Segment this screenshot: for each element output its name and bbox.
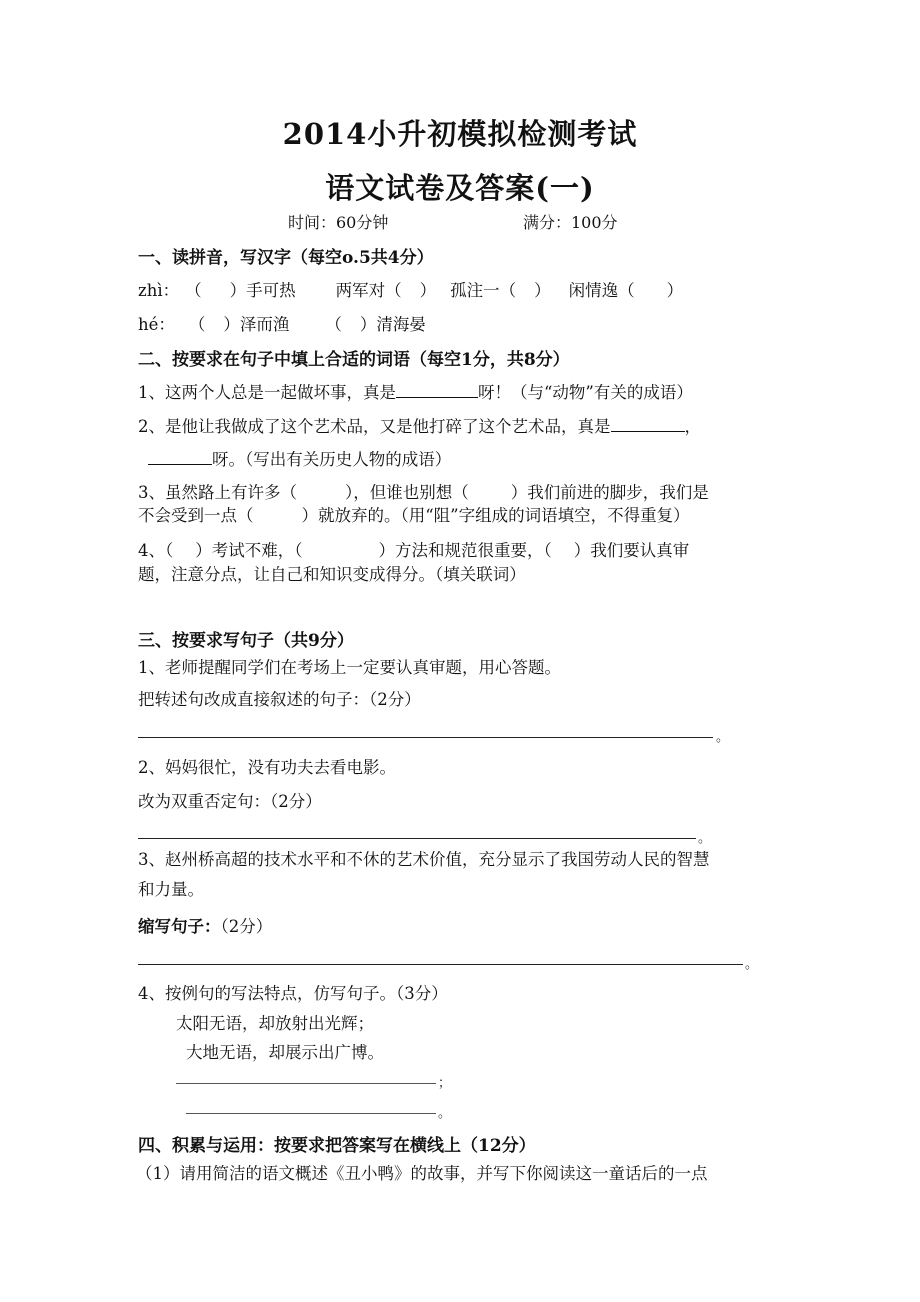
bracket-open: （	[185, 281, 202, 300]
exam-page: 2014小升初模拟检测考试 语文试卷及答案(一) 时间：60分钟 满分：100分 一、读拼音，写汉字（每空o.5共4分） zhì： （ ）手可热 两军对（ ） 孤注一（ ） 闲情逸（ ） hé： （ ）泽而渔 （ ）清海晏 二、按要求在句子中填上合适的词语（每空1分，共8分） 1、这两个人总是一起做坏事，真是 呀！（与“动物”有关的成语） 2、是他让我做成了这个艺术品，又是他打碎了这个艺术品，真是 ， 呀。（写出有关历史人物的成语） 3、虽然路上有许多（ ），但谁也别想（ ）我们前进的脚步，我们是 不会受到一点（ ）就放弃的。（用“阻”字组成的词语填空，不得重复） 4、（ ）考试不难，（ ）方法和规范很重要，（ ）我们要认真审 题，注意分点，让自己和知识变成得分。（填关联词） 三、按要求写句子（共9分） 1、老师提醒同学们在考场上一定要认真审题，用心答题。 把转述句改成直接叙述的句子：（2分） 。 2、妈妈很忙，没有功夫去看电影。 改为双重否定句：（2分） 。 3、赵州桥高超的技术水平和不休的艺术价值，充分显示了我国劳动人民的智慧 和力量。 缩写句子：（2分） 。 4、按例句的写法特点，仿写句子。（3分） 太阳无语，却放射出光辉； 大地无语，却展示出广博。 ； 。 四、积累与运用：按要求把答案写在横线上（12分） （1）请用简洁的语文概述《丑小鸭》的故事，并写下你阅读这一童话后的一点	[0, 0, 920, 1302]
word-item: 闲情逸（	[568, 281, 635, 300]
section3-q3-prompt: 缩写句子：（2分）	[138, 917, 273, 936]
section3-q3-text-line1: 3、赵州桥高超的技术水平和不休的艺术价值，充分显示了我国劳动人民的智慧	[138, 850, 710, 869]
answer-blank[interactable]	[148, 448, 212, 465]
answer-line[interactable]	[138, 737, 713, 738]
answer-line[interactable]	[138, 838, 696, 839]
section3-q1-prompt: 把转述句改成直接叙述的句子：（2分）	[138, 690, 421, 709]
bracket-close: ）	[666, 281, 684, 300]
section3-q2-text: 2、妈妈很忙，没有功夫去看电影。	[138, 758, 396, 777]
section2-q4-line1: 4、（ ）考试不难，（ ）方法和规范很重要，（ ）我们要认真审	[138, 541, 690, 560]
answer-line[interactable]	[176, 1083, 436, 1084]
word-item: ）泽而渔	[223, 315, 290, 334]
bracket-close: ）	[534, 281, 551, 300]
exam-full-score: 满分：100分	[523, 213, 618, 232]
exam-title: 2014小升初模拟检测考试	[282, 117, 638, 151]
section2-q1: 1、这两个人总是一起做坏事，真是 呀！（与“动物”有关的成语）	[138, 383, 693, 402]
section3-q1-text: 1、老师提醒同学们在考场上一定要认真审题，用心答题。	[138, 658, 561, 677]
bracket-open: （	[325, 315, 342, 334]
answer-blank[interactable]	[396, 381, 478, 398]
example-sentence-2: 大地无语，却展示出广博。	[186, 1043, 384, 1062]
section4-heading: 四、积累与运用：按要求把答案写在横线上（12分）	[138, 1136, 536, 1156]
section2-q2-line2: 呀。（写出有关历史人物的成语）	[148, 446, 451, 470]
bracket-close: ）	[419, 281, 437, 300]
example-sentence-1: 太阳无语，却放射出光辉；	[176, 1014, 374, 1033]
section1-row2	[138, 311, 426, 335]
exam-subtitle: 语文试卷及答案(一)	[325, 171, 595, 205]
section3-q2-prompt: 改为双重否定句：（2分）	[138, 792, 322, 811]
section2-q2-line1: 2、是他让我做成了这个艺术品，又是他打碎了这个艺术品，真是 ，	[138, 417, 701, 436]
section1-heading: 一、读拼音，写汉字（每空o.5共4分）	[138, 248, 434, 268]
section2-heading: 二、按要求在句子中填上合适的词语（每空1分，共8分）	[138, 350, 570, 370]
section3-q3-text-line2: 和力量。	[138, 880, 204, 899]
pinyin-zhi: zhì：	[138, 281, 180, 300]
section2-q3-line1: 3、虽然路上有许多（ ），但谁也别想（ ）我们前进的脚步，我们是	[138, 483, 709, 502]
exam-time: 时间：60分钟	[288, 213, 389, 232]
word-item: ）清海晏	[359, 315, 426, 334]
section3-heading: 三、按要求写句子（共9分）	[138, 631, 354, 651]
answer-line[interactable]	[186, 1113, 436, 1114]
word-item: 两军对（	[335, 281, 402, 300]
word-item: ）手可热	[229, 281, 296, 300]
answer-line[interactable]	[138, 964, 743, 965]
word-item: 孤注一（	[450, 281, 517, 300]
section4-q1-line1: （1）请用简洁的语文概述《丑小鸭》的故事，并写下你阅读这一童话后的一点	[136, 1164, 708, 1183]
section2-q3-line2: 不会受到一点（ ）就放弃的。（用“阻”字组成的词语填空，不得重复）	[138, 506, 690, 525]
answer-blank[interactable]	[611, 415, 685, 432]
section3-q4-text: 4、按例句的写法特点，仿写句子。（3分）	[138, 984, 448, 1003]
pinyin-he: hé：	[138, 315, 175, 334]
section2-q4-line2: 题，注意分点，让自己和知识变成得分。（填关联词）	[138, 565, 526, 584]
section1-row1	[138, 277, 683, 301]
bracket-open: （	[188, 315, 206, 334]
